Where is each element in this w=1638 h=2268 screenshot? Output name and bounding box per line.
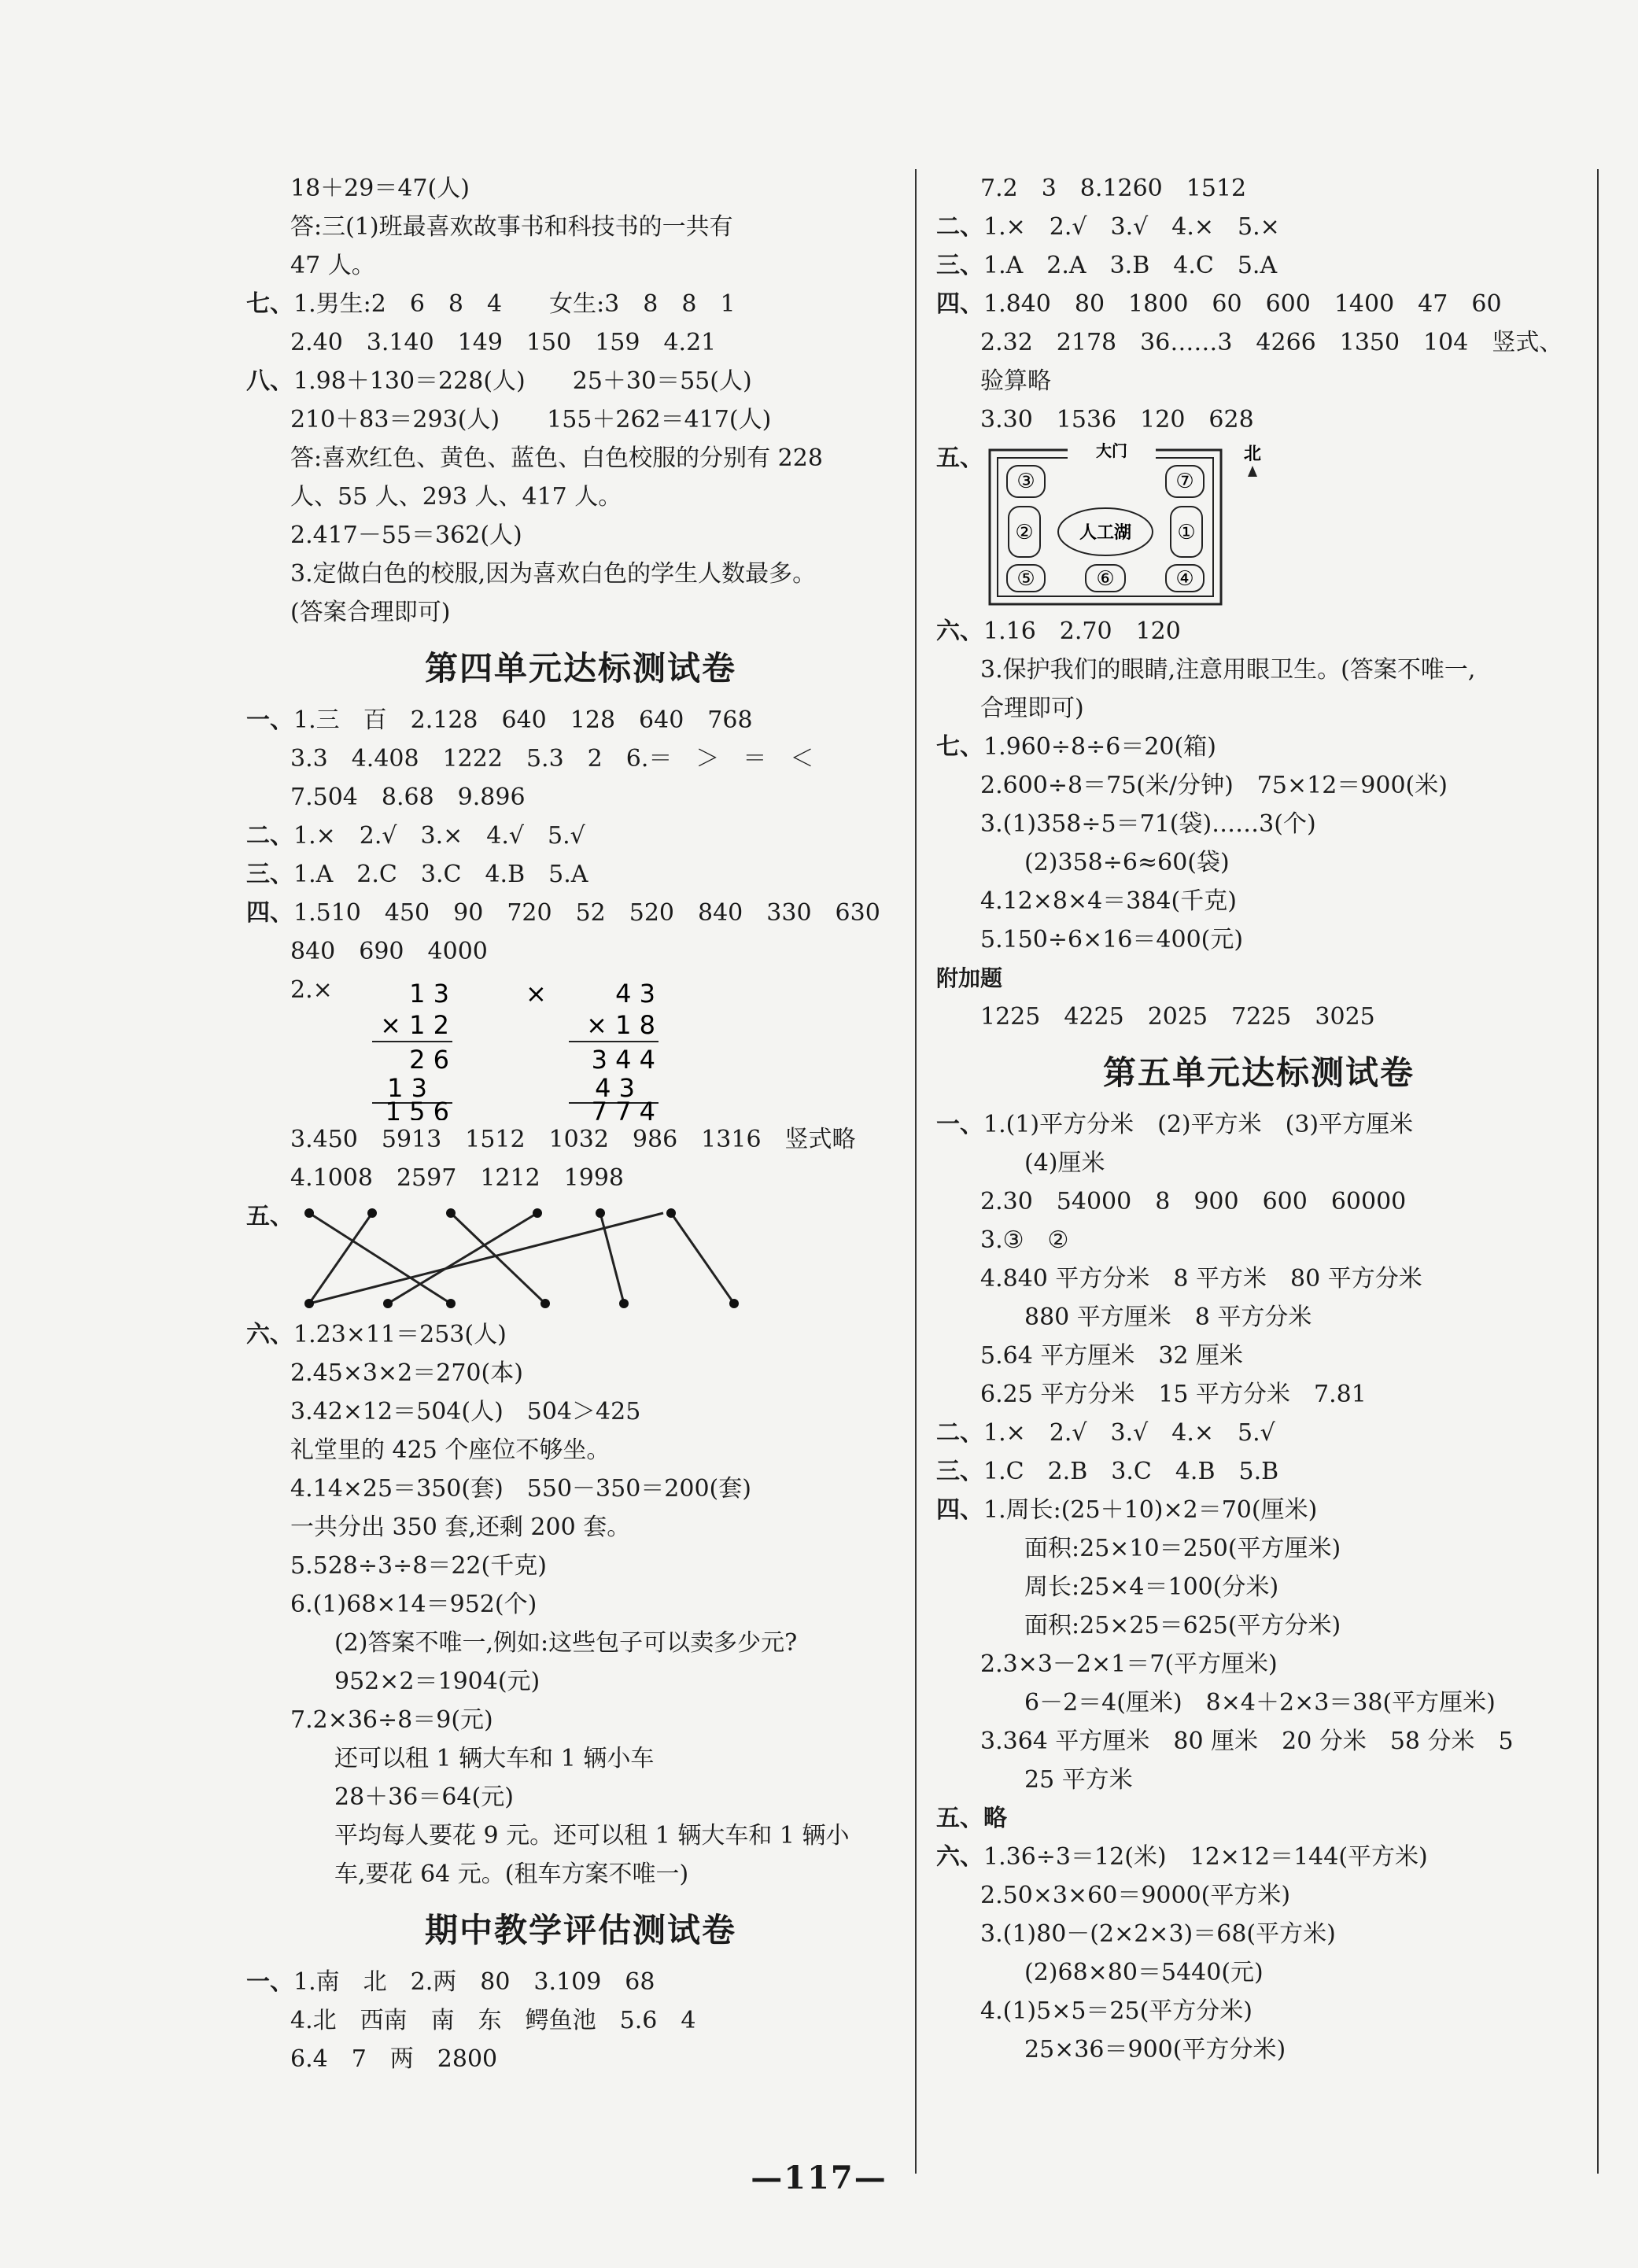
answer-line: 六、1.23×11＝253(人): [246, 1321, 507, 1348]
answer-line: 5.528÷3÷8＝22(千克): [290, 1552, 547, 1580]
answer-line: 47 人。: [290, 252, 375, 279]
mult1-row3: 2 6: [409, 1045, 449, 1075]
answer-line: 952×2＝1904(元): [334, 1668, 540, 1695]
mult2-row4: 4 3: [595, 1073, 635, 1103]
right-column: [936, 169, 1581, 2069]
answer-line: 礼堂里的 425 个座位不够坐。: [290, 1436, 611, 1464]
answer-line: 三、1.A 2.A 3.B 4.C 5.A: [936, 252, 1278, 279]
park-map-diagram: [985, 439, 1315, 612]
answer-line: 还可以租 1 辆大车和 1 辆小车: [334, 1745, 655, 1772]
answer-line: 2.3×3－2×1＝7(平方厘米): [980, 1650, 1278, 1678]
map-spot-1: ①: [1177, 521, 1196, 544]
gate-label: 大门: [1096, 441, 1127, 460]
section-title-midterm: 期中教学评估测试卷: [424, 1911, 736, 1949]
answer-line: 合理即可): [980, 695, 1084, 722]
answer-line: 三、1.C 2.B 3.C 4.B 5.B: [936, 1458, 1279, 1485]
answer-line: 5.64 平方厘米 32 厘米: [980, 1342, 1244, 1370]
answer-line: (2)68×80＝5440(元): [1024, 1959, 1264, 1986]
answer-line: 四、1.840 80 1800 60 600 1400 47 60: [936, 290, 1502, 318]
answer-line: 周长:25×4＝100(分米): [1024, 1573, 1279, 1601]
answer-line: (答案合理即可): [290, 599, 451, 626]
answer-line: 二、1.× 2.√ 3.√ 4.× 5.×: [936, 213, 1280, 241]
answer-line: 7.2×36÷8＝9(元): [290, 1706, 493, 1734]
answer-label: 五、: [246, 1203, 293, 1230]
answer-line: 6.(1)68×14＝952(个): [290, 1591, 537, 1618]
answer-line: 2.30 54000 8 900 600 60000: [980, 1188, 1407, 1215]
answer-line: 3.(1)80－(2×2×3)＝68(平方米): [980, 1920, 1336, 1948]
answer-line: 25×36＝900(平方分米): [1024, 2036, 1286, 2063]
mult1-row5: 1 5 6: [385, 1097, 449, 1120]
answer-line: 4.(1)5×5＝25(平方分米): [980, 1997, 1253, 2025]
answer-line: (2)答案不唯一,例如:这些包子可以卖多少元?: [334, 1629, 798, 1657]
answer-line: 3.定做白色的校服,因为喜欢白色的学生人数最多。: [290, 560, 817, 588]
mult2-row2: × 1 8: [586, 1010, 655, 1040]
answer-line: 25 平方米: [1024, 1766, 1133, 1794]
matching-figure-block: [246, 1197, 915, 1315]
answer-line: (4)厘米: [1024, 1149, 1105, 1177]
answer-line: 一、1.三 百 2.128 640 128 640 768: [246, 706, 753, 734]
answer-line: 车,要花 64 元。(租车方案不唯一): [334, 1860, 689, 1888]
section-title-unit5: 第五单元达标测试卷: [1102, 1053, 1415, 1092]
answer-label: 2.×: [290, 976, 333, 1004]
answer-line: 2.50×3×60＝9000(平方米): [980, 1882, 1291, 1909]
left-column: [246, 169, 915, 2078]
mult2-row1: 4 3: [615, 979, 655, 1009]
answer-line: 4.北 西南 南 东 鳄鱼池 5.6 4: [290, 2007, 696, 2034]
answer-line: 面积:25×10＝250(平方厘米): [1024, 1535, 1341, 1562]
answer-line: 3.364 平方厘米 80 厘米 20 分米 58 分米 5: [980, 1728, 1514, 1755]
mult1-row4: 1 3: [387, 1073, 427, 1103]
answer-line: 2.32 2178 36……3 4266 1350 104 竖式、: [980, 329, 1563, 356]
answer-line: 18＋29＝47(人): [290, 175, 470, 202]
answer-line: 答:三(1)班最喜欢故事书和科技书的一共有: [290, 213, 733, 241]
answer-line: 3.30 1536 120 628: [980, 406, 1254, 433]
answer-line: 二、1.× 2.√ 3.× 4.√ 5.√: [246, 822, 585, 850]
answer-line: 三、1.A 2.C 3.C 4.B 5.A: [246, 861, 588, 888]
answer-line: 八、1.98＋130＝228(人) 25＋30＝55(人): [246, 367, 752, 395]
answer-line: 840 690 4000: [290, 938, 488, 965]
answer-line: 验算略: [980, 367, 1051, 395]
north-arrow-icon: [1248, 466, 1257, 477]
answer-line: 面积:25×25＝625(平方分米): [1024, 1612, 1341, 1639]
answer-label: 五、: [936, 444, 983, 472]
answer-line: 人、55 人、293 人、417 人。: [290, 483, 622, 511]
answer-line: 880 平方厘米 8 平方分米: [1024, 1304, 1312, 1331]
answer-line: 二、1.× 2.√ 3.√ 4.× 5.√: [936, 1419, 1275, 1447]
times-mark: ×: [526, 979, 547, 1009]
answer-line: 28＋36＝64(元): [334, 1783, 514, 1811]
answer-line: 六、1.36÷3＝12(米) 12×12＝144(平方米): [936, 1843, 1428, 1871]
map-spot-4: ④: [1175, 567, 1194, 591]
vertical-multiplication-block: [246, 971, 915, 1120]
map-spot-5: ⑤: [1016, 567, 1035, 591]
multiplication-figure: [246, 971, 718, 1120]
answer-line: 3.450 5913 1512 1032 986 1316 竖式略: [290, 1126, 856, 1153]
answer-line: 3.42×12＝504(人) 504＞425: [290, 1398, 641, 1425]
answer-line: 一、1.(1)平方分米 (2)平方米 (3)平方厘米: [936, 1111, 1414, 1138]
answer-line: 2.40 3.140 149 150 159 4.21: [290, 329, 717, 356]
mult1-row2: × 1 2: [380, 1010, 449, 1040]
map-spot-3: ③: [1016, 470, 1035, 493]
north-label: 北: [1243, 444, 1262, 464]
answer-line: 3.保护我们的眼睛,注意用眼卫生。(答案不唯一,: [980, 656, 1476, 684]
answer-line: 4.840 平方分米 8 平方米 80 平方分米: [980, 1265, 1422, 1293]
answer-line: 2.417－55＝362(人): [290, 522, 522, 549]
answer-line: 五、略: [936, 1805, 1007, 1832]
matching-lines-diagram: [301, 1197, 742, 1315]
answer-line: 3.3 4.408 1222 5.3 2 6.＝ ＞ ＝ ＜: [290, 745, 814, 773]
answer-line: 七、1.960÷8÷6＝20(箱): [936, 733, 1216, 761]
answer-line: 4.14×25＝350(套) 550－350＝200(套): [290, 1475, 751, 1503]
answer-line: 6.4 7 两 2800: [290, 2045, 498, 2073]
answer-line: 4.12×8×4＝384(千克): [980, 887, 1237, 915]
answer-line: 7.504 8.68 9.896: [290, 784, 526, 811]
park-map-block: [936, 439, 1581, 612]
column-divider: [915, 169, 917, 2174]
page-number: —117—: [751, 2159, 887, 2196]
answer-line: 4.1008 2597 1212 1998: [290, 1164, 625, 1192]
answer-line: 一共分出 350 套,还剩 200 套。: [290, 1514, 631, 1541]
answer-line: 四、1.510 450 90 720 52 520 840 330 630: [246, 899, 880, 927]
answer-line: 7.2 3 8.1260 1512: [980, 175, 1247, 202]
answer-line: 5.150÷6×16＝400(元): [980, 926, 1244, 953]
answer-line: 6－2＝4(厘米) 8×4＋2×3＝38(平方厘米): [1024, 1689, 1496, 1717]
answer-line: 1225 4225 2025 7225 3025: [980, 1003, 1375, 1031]
answer-line: 210＋83＝293(人) 155＋262＝417(人): [290, 406, 772, 433]
map-spot-2: ②: [1015, 521, 1034, 544]
map-spot-6: ⑥: [1096, 567, 1115, 591]
map-spot-7: ⑦: [1175, 470, 1194, 493]
mult2-row5: 7 7 4: [591, 1097, 655, 1120]
answer-line: 6.25 平方分米 15 平方分米 7.81: [980, 1381, 1367, 1408]
mult2-row3: 3 4 4: [591, 1045, 655, 1075]
answer-line: 2.45×3×2＝270(本): [290, 1359, 523, 1387]
answer-line: 3.③ ②: [980, 1226, 1069, 1254]
answer-line: 平均每人要花 9 元。还可以租 1 辆大车和 1 辆小: [334, 1822, 850, 1849]
answer-line: 一、1.南 北 2.两 80 3.109 68: [246, 1968, 655, 1996]
mult1-row1: 1 3: [409, 979, 449, 1009]
answer-line: (2)358÷6≈60(袋): [1024, 849, 1230, 876]
section-title-unit4: 第四单元达标测试卷: [424, 649, 736, 688]
answer-line: 四、1.周长:(25＋10)×2＝70(厘米): [936, 1496, 1318, 1524]
answer-line: 2.600÷8＝75(米/分钟) 75×12＝900(米): [980, 772, 1448, 799]
bonus-heading: 附加题: [936, 965, 1003, 991]
answer-line: 六、1.16 2.70 120: [936, 618, 1181, 645]
right-border: [1597, 169, 1599, 2174]
answer-line: 七、1.男生:2 6 8 4 女生:3 8 8 1: [246, 290, 736, 318]
lake-label: 人工湖: [1079, 523, 1132, 543]
answer-line: 答:喜欢红色、黄色、蓝色、白色校服的分别有 228: [290, 444, 823, 472]
answer-line: 3.(1)358÷5＝71(袋)……3(个): [980, 810, 1316, 838]
